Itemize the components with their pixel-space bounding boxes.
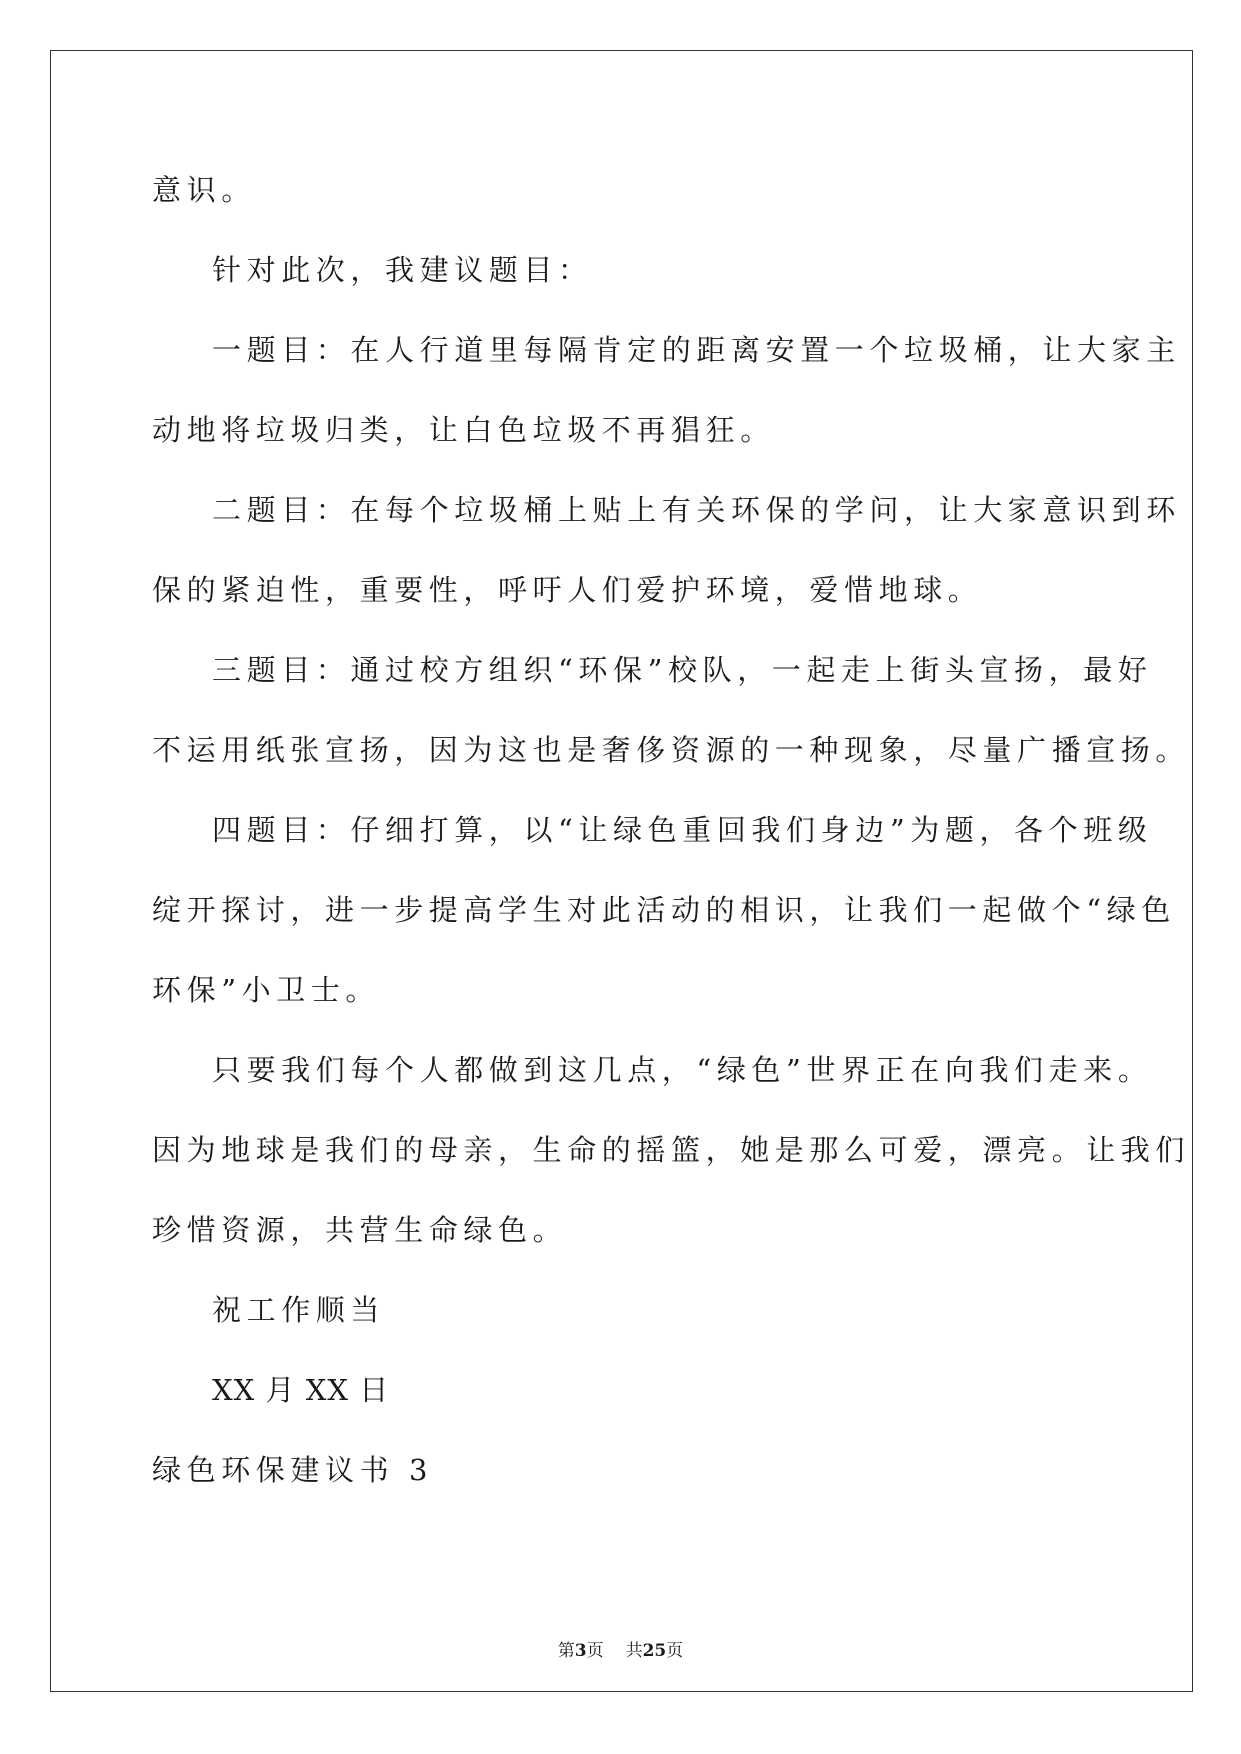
- footer-prefix: 第: [557, 1641, 575, 1661]
- footer-total-pages: 25: [642, 1641, 667, 1661]
- text-line-3: 一题目：在人行道里每隔肯定的距离安置一个垃圾桶，让大家主: [212, 333, 1181, 367]
- page-border: [50, 50, 1193, 1692]
- closing-greeting: 祝工作顺当: [212, 1293, 386, 1327]
- text-line-8: 不运用纸张宣扬，因为这也是奢侈资源的一种现象，尽量广播宣扬。: [152, 733, 1191, 767]
- text-line-14: 珍惜资源，共营生命绿色。: [152, 1213, 568, 1247]
- footer-page-number: 3: [574, 1641, 587, 1661]
- footer-total-prefix: 共: [625, 1641, 643, 1661]
- text-line-10: 绽开探讨，进一步提高学生对此活动的相识，让我们一起做个“绿色: [152, 893, 1176, 927]
- date-line: XX 月 XX 日: [212, 1373, 390, 1407]
- text-line-1: 意识。: [152, 173, 256, 207]
- page-footer: [0, 1640, 1241, 1662]
- footer-total-suffix: 页: [666, 1641, 684, 1661]
- text-line-11: 环保”小卫士。: [152, 973, 381, 1007]
- text-line-6: 保的紧迫性，重要性，呼吁人们爱护环境，爱惜地球。: [152, 573, 983, 607]
- text-line-13: 因为地球是我们的母亲，生命的摇篮，她是那么可爱，漂亮。让我们: [152, 1133, 1191, 1167]
- text-line-12: 只要我们每个人都做到这几点，“绿色”世界正在向我们走来。: [212, 1053, 1153, 1087]
- text-line-5: 二题目：在每个垃圾桶上贴上有关环保的学问，让大家意识到环: [212, 493, 1181, 527]
- text-line-7: 三题目：通过校方组织“环保”校队，一起走上街头宣扬，最好: [212, 653, 1153, 687]
- text-line-2: 针对此次，我建议题目：: [212, 253, 593, 287]
- text-line-9: 四题目：仔细打算，以“让绿色重回我们身边”为题，各个班级: [212, 813, 1153, 847]
- next-section-title: 绿色环保建议书 3: [152, 1453, 434, 1487]
- footer-page-suffix: 页: [586, 1641, 604, 1661]
- text-line-4: 动地将垃圾归类，让白色垃圾不再猖狂。: [152, 413, 775, 447]
